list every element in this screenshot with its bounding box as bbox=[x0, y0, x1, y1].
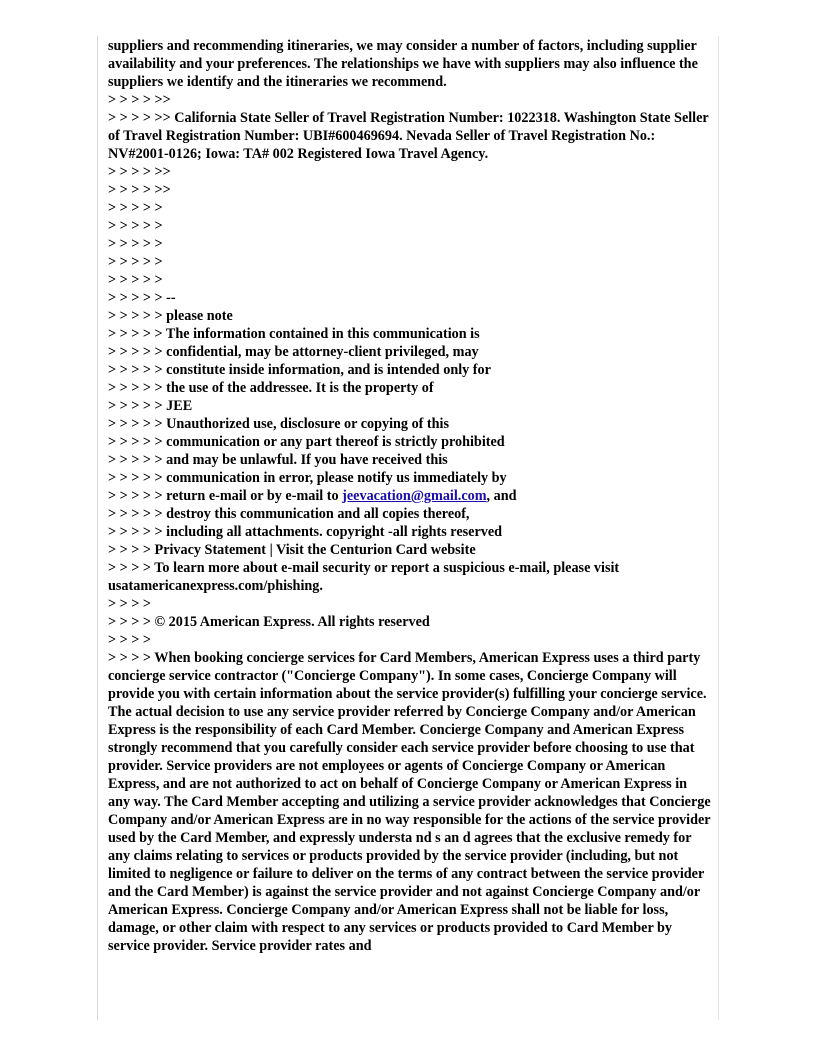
note-line: > > > > > including all attachments. copyright -all rights reserved bbox=[108, 524, 503, 540]
quote-line: > > > > >> bbox=[108, 92, 171, 108]
quote-line: > > > > >> bbox=[108, 164, 171, 180]
quote-line: > > > > > bbox=[108, 272, 163, 288]
note-line: > > > > > JEE bbox=[108, 398, 193, 414]
note-line: > > > > > destroy this communication and all copies thereof, bbox=[108, 506, 470, 522]
quote-line: > > > > > bbox=[108, 254, 163, 270]
quote-line: > > > > > bbox=[108, 218, 163, 234]
note-line-prefix: > > > > > return e-mail or by e-mail to bbox=[108, 488, 343, 504]
note-line: > > > > > please note bbox=[108, 308, 233, 324]
note-line: > > > > > communication or any part thereof is strictly prohibited bbox=[108, 434, 505, 450]
quote-line: > > > > bbox=[108, 596, 151, 612]
security-paragraph: > > > > To learn more about e-mail security or report a suspicious e-mail, please visit usatamericanexpress.com/phishing. bbox=[108, 560, 620, 594]
note-line: > > > > > communication in error, please notify us immediately by bbox=[108, 470, 507, 486]
registration-paragraph: > > > > >> California State Seller of Travel Registration Number: 1022318. Washington State Seller of Travel Registration Number: UBI#600469694. Nevada Seller of Travel Registration No.: NV#2001-0126; Iowa: TA# 002 Registered Iowa Travel Agency. bbox=[108, 110, 709, 162]
note-line: > > > > > The information contained in this communication is bbox=[108, 326, 480, 342]
note-line-suffix: , and bbox=[486, 488, 517, 504]
signature-separator: > > > > > -- bbox=[108, 290, 176, 306]
note-line: > > > > > confidential, may be attorney-client privileged, may bbox=[108, 344, 479, 360]
quote-line: > > > > >> bbox=[108, 182, 171, 198]
email-link[interactable]: jeevacation@gmail.com bbox=[342, 488, 487, 504]
concierge-paragraph: > > > > When booking concierge services for Card Members, American Express uses a third party concierge service contractor ("Concierge Company"). In some cases, Concierge Company will provide you with certain information about the service provider(s) fulfilling your concierge service. The actual decision to use any service provider referred by Concierge Company and/or American Express is the responsibility of each Card Member. Concierge Company and American Express strongly recommend that you carefully consider each service provider before choosing to use that provider. Service providers are not employees or agents of Concierge Company or American Express, and are not authorized to act on behalf of Concierge Company or American Express in any way. The Card Member accepting and utilizing a service provider acknowledges that Concierge Company and/or American Express are in no way responsible for the actions of the service provider used by the Card Member, and expressly understa nd s an d agrees that the exclusive remedy for any claims relating to services or products provided by the service provider (including, but not limited to negligence or failure to deliver on the terms of any contract between the service provider and the Card Member) is against the service provider and not against Concierge Company and/or American Express. Concierge Company and/or American Express shall not be liable for loss, damage, or other claim with respect to any services or products provided to Card Member by service provider. Service provider rates and bbox=[108, 650, 711, 954]
note-line-email bbox=[108, 487, 711, 505]
note-line: > > > > > the use of the addressee. It is the property of bbox=[108, 380, 434, 396]
note-line: > > > > > Unauthorized use, disclosure or copying of this bbox=[108, 416, 450, 432]
quote-line: > > > > bbox=[108, 632, 151, 648]
left-margin-rule bbox=[97, 36, 98, 1020]
note-line: > > > > > constitute inside information, and is intended only for bbox=[108, 362, 491, 378]
copyright-line: > > > > © 2015 American Express. All rights reserved bbox=[108, 614, 430, 630]
quote-line: > > > > > bbox=[108, 236, 163, 252]
quote-line: > > > > > bbox=[108, 200, 163, 216]
right-margin-rule bbox=[718, 36, 719, 1020]
note-line: > > > > > and may be unlawful. If you have received this bbox=[108, 452, 448, 468]
intro-paragraph: suppliers and recommending itineraries, we may consider a number of factors, including supplier availability and your preferences. The relationships we have with suppliers may also influence the suppliers we identify and the itineraries we recommend. bbox=[108, 38, 698, 90]
email-body bbox=[108, 37, 711, 955]
privacy-line: > > > > Privacy Statement | Visit the Centurion Card website bbox=[108, 542, 476, 558]
